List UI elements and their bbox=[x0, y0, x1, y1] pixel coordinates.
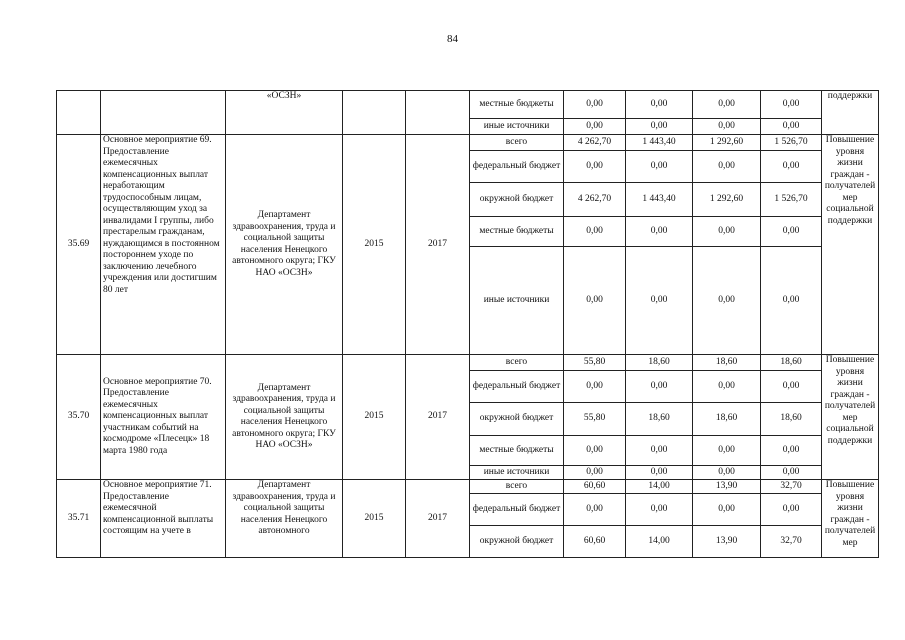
year-2015-cell: 14,00 bbox=[626, 526, 693, 558]
measure-start-year: 2015 bbox=[343, 135, 406, 355]
executor-cell: «ОСЗН» bbox=[226, 91, 343, 135]
measure-title: Основное мероприятие 71. Предоставление ежемесячной компенсационной выплаты состоящим на учете в bbox=[101, 480, 226, 558]
year-2016-cell: 0,00 bbox=[693, 247, 761, 355]
total-cell: 0,00 bbox=[564, 494, 626, 526]
measure-title: Основное мероприятие 70. Предоставление ежемесячных компенсационных выплат участникам событий на космодроме «Плесецк» 18 марта 1980 года bbox=[101, 355, 226, 480]
year-2017-cell: 1 526,70 bbox=[761, 135, 822, 151]
year-2016-cell: 0,00 bbox=[693, 151, 761, 183]
year-2017-cell: 18,60 bbox=[761, 355, 822, 371]
source-cell: местные бюджеты bbox=[470, 436, 564, 466]
year-2017-cell: 18,60 bbox=[761, 403, 822, 436]
source-cell: местные бюджеты bbox=[470, 217, 564, 247]
year-2015-cell: 18,60 bbox=[626, 403, 693, 436]
year-2017-cell: 0,00 bbox=[761, 466, 822, 480]
total-cell: 60,60 bbox=[564, 526, 626, 558]
measure-title: Основное мероприятие 69. Предоставление ежемесячных компенсационных выплат неработающим трудоспособным лицам, осуществляющим уход за инвалидами I группы, либо престарелым гражданам, нуждающимся в постоянном постороннем уходе по заключению лечебного учреждения или достигшим 80 лет bbox=[101, 135, 226, 355]
total-cell: 55,80 bbox=[564, 355, 626, 371]
end-year-cell bbox=[406, 91, 470, 135]
year-2016-cell: 0,00 bbox=[693, 371, 761, 403]
year-2015-cell: 0,00 bbox=[626, 371, 693, 403]
measure-result: Повышение уровня жизни граждан - получателей мер социальной поддержки bbox=[822, 355, 879, 480]
year-2016-cell: 0,00 bbox=[693, 436, 761, 466]
year-2016-cell: 0,00 bbox=[693, 119, 761, 135]
program-table bbox=[56, 90, 879, 558]
source-cell: федеральный бюджет bbox=[470, 371, 564, 403]
source-cell: местные бюджеты bbox=[470, 91, 564, 119]
year-2016-cell: 0,00 bbox=[693, 217, 761, 247]
measure-executor: Департамент здравоохранения, труда и социальной защиты населения Ненецкого автономного bbox=[226, 480, 343, 558]
year-2016-cell: 0,00 bbox=[693, 494, 761, 526]
year-2015-cell: 14,00 bbox=[626, 480, 693, 494]
year-2017-cell: 1 526,70 bbox=[761, 183, 822, 217]
measure-end-year: 2017 bbox=[406, 480, 470, 558]
source-cell: иные источники bbox=[470, 119, 564, 135]
year-2016-cell: 0,00 bbox=[693, 466, 761, 480]
total-cell: 4 262,70 bbox=[564, 135, 626, 151]
measure-number: 35.71 bbox=[57, 480, 101, 558]
year-2017-cell: 0,00 bbox=[761, 371, 822, 403]
total-cell: 4 262,70 bbox=[564, 183, 626, 217]
source-cell: окружной бюджет bbox=[470, 403, 564, 436]
source-cell: всего bbox=[470, 355, 564, 371]
year-2016-cell: 13,90 bbox=[693, 480, 761, 494]
year-2016-cell: 0,00 bbox=[693, 91, 761, 119]
table-row bbox=[57, 91, 879, 119]
total-cell: 0,00 bbox=[564, 466, 626, 480]
result-cell: поддержки bbox=[822, 91, 879, 135]
measure-end-year: 2017 bbox=[406, 135, 470, 355]
year-2015-cell: 0,00 bbox=[626, 466, 693, 480]
table-row bbox=[57, 135, 879, 151]
measure-start-year: 2015 bbox=[343, 355, 406, 480]
year-2017-cell: 0,00 bbox=[761, 494, 822, 526]
year-2015-cell: 0,00 bbox=[626, 436, 693, 466]
source-cell: федеральный бюджет bbox=[470, 494, 564, 526]
page-number: 84 bbox=[447, 33, 458, 45]
year-2017-cell: 0,00 bbox=[761, 151, 822, 183]
year-2015-cell: 1 443,40 bbox=[626, 183, 693, 217]
source-cell: всего bbox=[470, 135, 564, 151]
table-row bbox=[57, 355, 879, 371]
number-cell bbox=[57, 91, 101, 135]
year-2017-cell: 32,70 bbox=[761, 526, 822, 558]
source-cell: федеральный бюджет bbox=[470, 151, 564, 183]
source-cell: иные источники bbox=[470, 247, 564, 355]
year-2016-cell: 18,60 bbox=[693, 403, 761, 436]
title-cell bbox=[101, 91, 226, 135]
year-2015-cell: 0,00 bbox=[626, 247, 693, 355]
total-cell: 60,60 bbox=[564, 480, 626, 494]
source-cell: окружной бюджет bbox=[470, 183, 564, 217]
measure-number: 35.70 bbox=[57, 355, 101, 480]
measure-end-year: 2017 bbox=[406, 355, 470, 480]
year-2015-cell: 0,00 bbox=[626, 217, 693, 247]
year-2015-cell: 0,00 bbox=[626, 151, 693, 183]
measure-number: 35.69 bbox=[57, 135, 101, 355]
total-cell: 55,80 bbox=[564, 403, 626, 436]
year-2016-cell: 1 292,60 bbox=[693, 183, 761, 217]
year-2017-cell: 0,00 bbox=[761, 217, 822, 247]
year-2015-cell: 0,00 bbox=[626, 494, 693, 526]
measure-executor: Департамент здравоохранения, труда и социальной защиты населения Ненецкого автономного округа; ГКУ НАО «ОСЗН» bbox=[226, 135, 343, 355]
total-cell: 0,00 bbox=[564, 436, 626, 466]
table-row bbox=[57, 480, 879, 494]
measure-start-year: 2015 bbox=[343, 480, 406, 558]
total-cell: 0,00 bbox=[564, 371, 626, 403]
source-cell: окружной бюджет bbox=[470, 526, 564, 558]
year-2015-cell: 0,00 bbox=[626, 119, 693, 135]
total-cell: 0,00 bbox=[564, 151, 626, 183]
total-cell: 0,00 bbox=[564, 247, 626, 355]
measure-result: Повышение уровня жизни граждан - получателей мер социальной поддержки bbox=[822, 135, 879, 355]
year-2015-cell: 0,00 bbox=[626, 91, 693, 119]
year-2017-cell: 0,00 bbox=[761, 119, 822, 135]
year-2015-cell: 1 443,40 bbox=[626, 135, 693, 151]
year-2016-cell: 13,90 bbox=[693, 526, 761, 558]
measure-executor: Департамент здравоохранения, труда и социальной защиты населения Ненецкого автономного округа; ГКУ НАО «ОСЗН» bbox=[226, 355, 343, 480]
year-2016-cell: 18,60 bbox=[693, 355, 761, 371]
year-2016-cell: 1 292,60 bbox=[693, 135, 761, 151]
total-cell: 0,00 bbox=[564, 119, 626, 135]
source-cell: всего bbox=[470, 480, 564, 494]
total-cell: 0,00 bbox=[564, 217, 626, 247]
source-cell: иные источники bbox=[470, 466, 564, 480]
year-2017-cell: 0,00 bbox=[761, 91, 822, 119]
year-2017-cell: 0,00 bbox=[761, 247, 822, 355]
total-cell: 0,00 bbox=[564, 91, 626, 119]
start-year-cell bbox=[343, 91, 406, 135]
measure-result: Повышение уровня жизни граждан - получателей мер bbox=[822, 480, 879, 558]
year-2015-cell: 18,60 bbox=[626, 355, 693, 371]
year-2017-cell: 0,00 bbox=[761, 436, 822, 466]
year-2017-cell: 32,70 bbox=[761, 480, 822, 494]
